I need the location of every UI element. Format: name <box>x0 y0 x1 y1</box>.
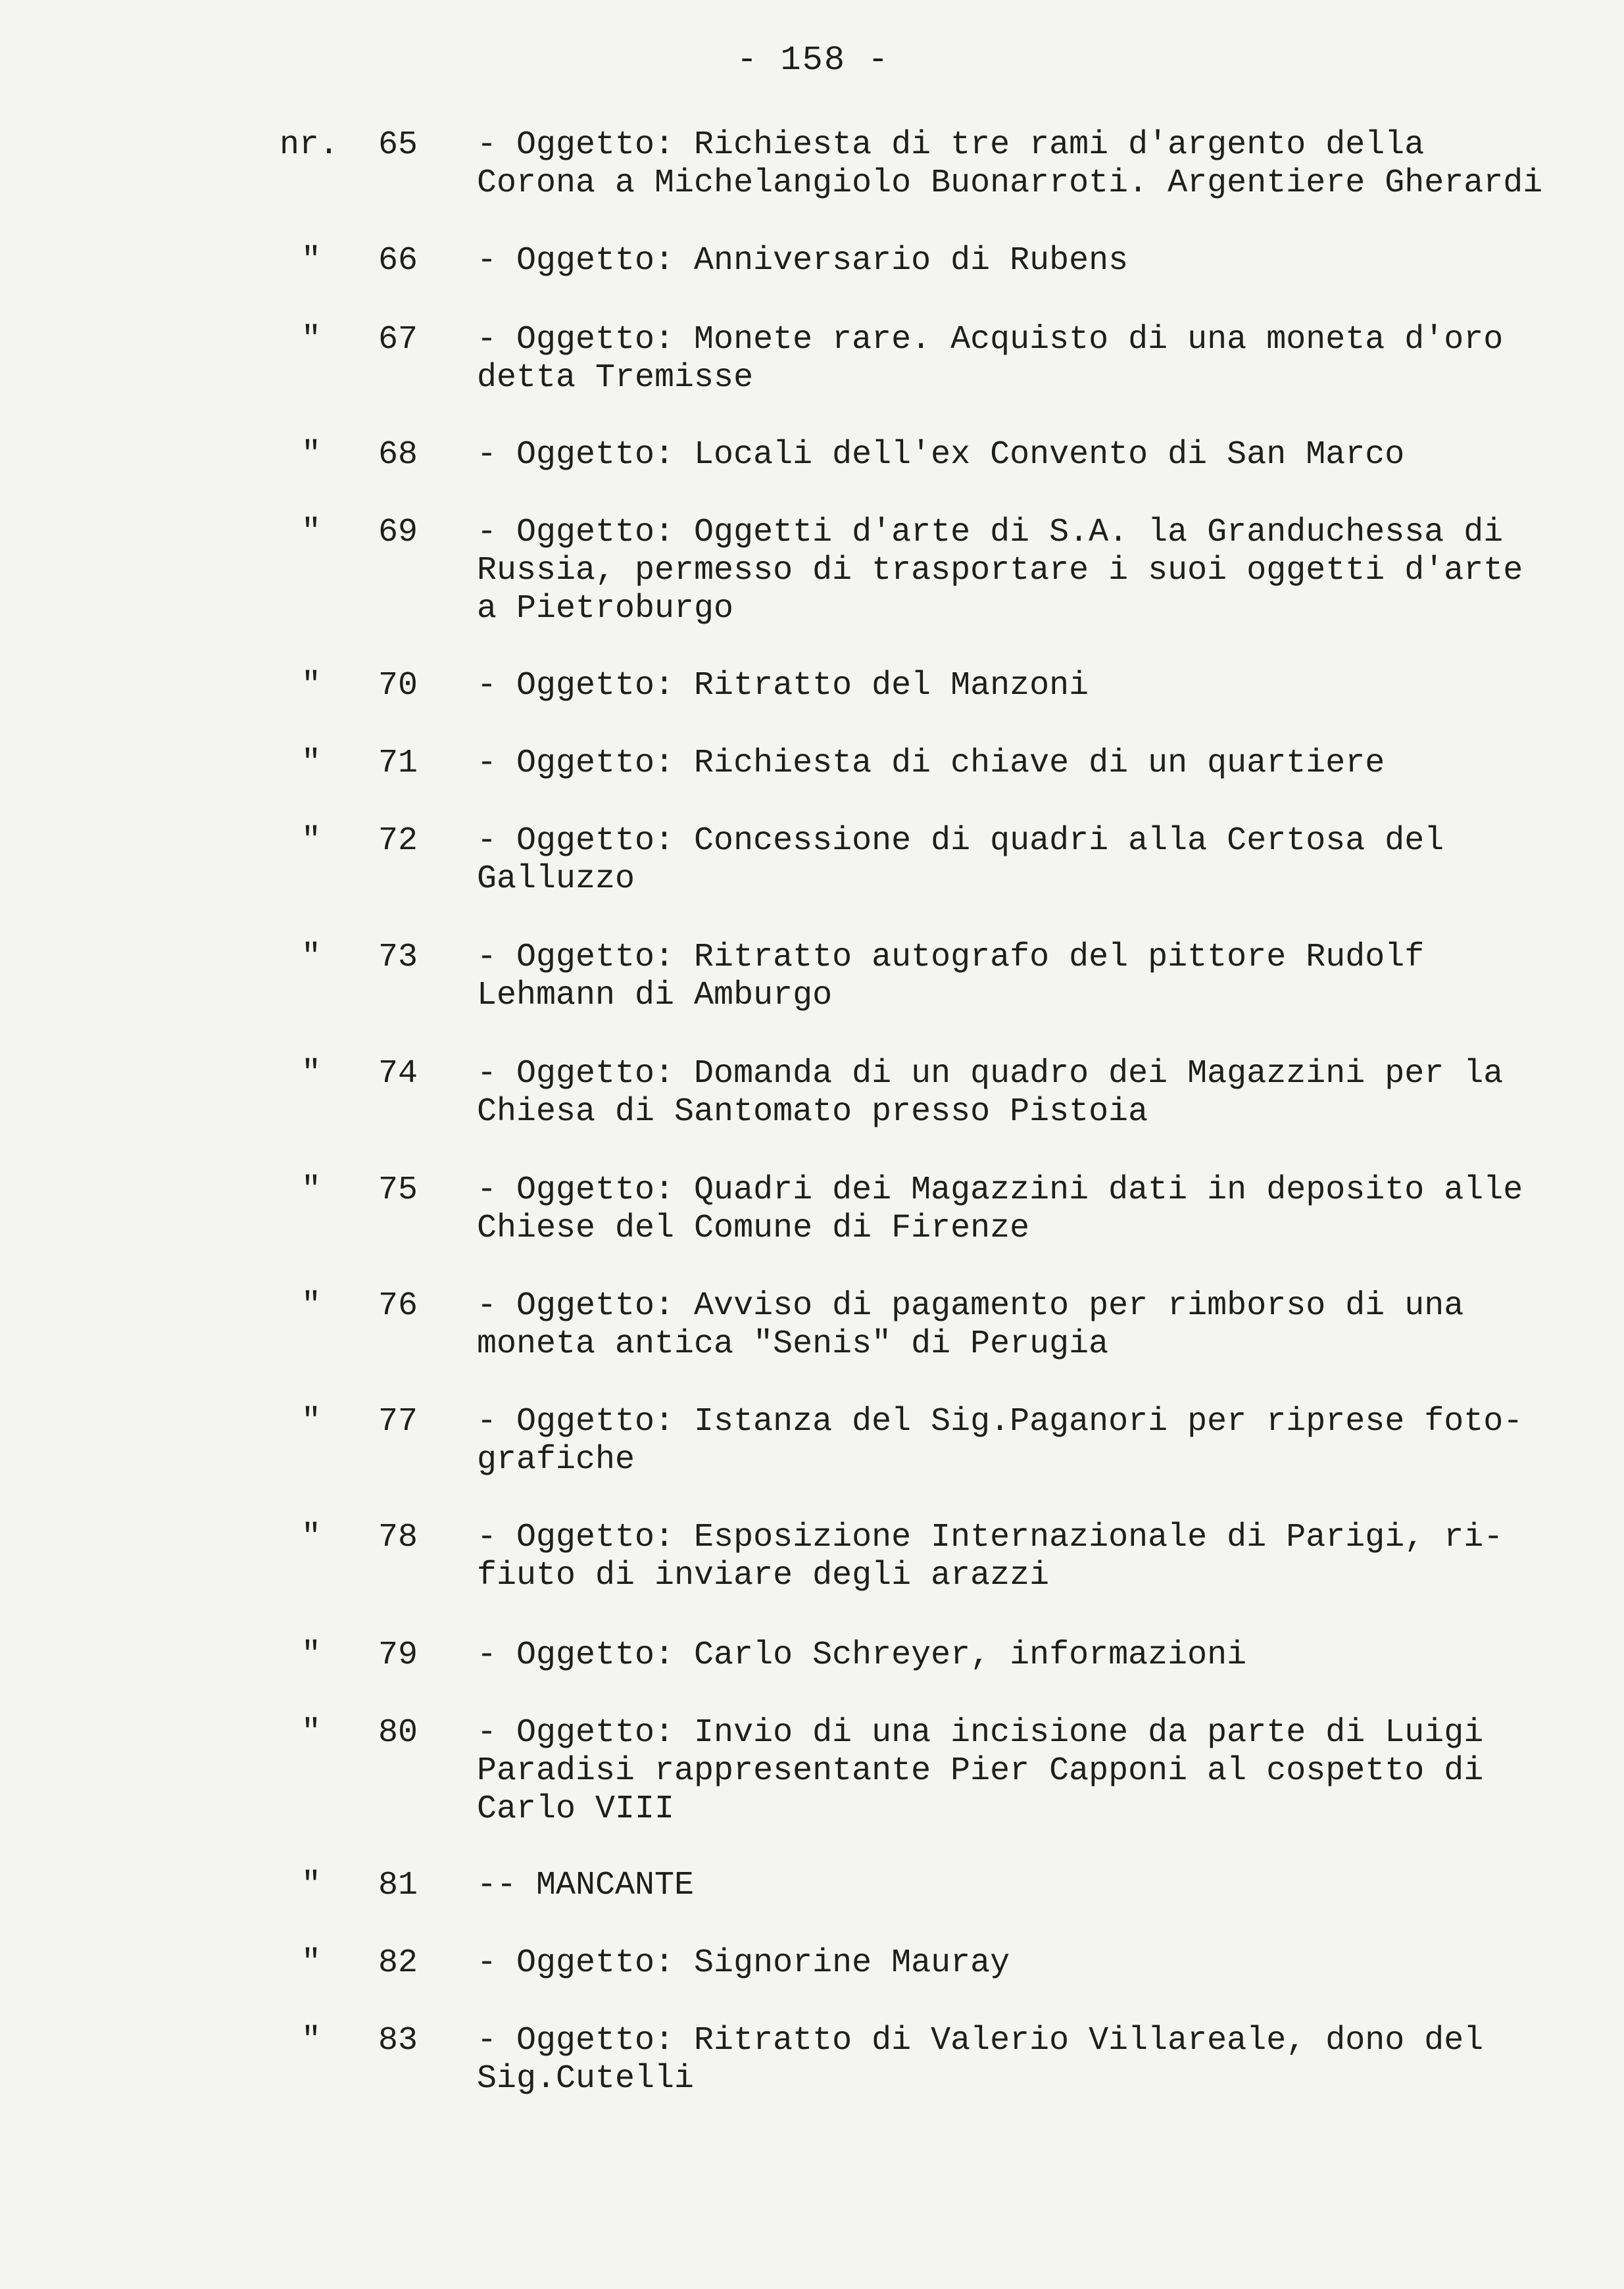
entry-number: 77 <box>378 1403 418 1440</box>
entry-prefix: " <box>301 822 322 860</box>
entry-number: 82 <box>378 1944 418 1982</box>
entry-text <box>477 939 1424 1015</box>
entry-line: fiuto di inviare degli arazzi <box>477 1557 1050 1594</box>
entry-line: - Oggetto: Quadri dei Magazzini dati in deposito alle <box>477 1171 1523 1209</box>
entry-line: Russia, permesso di trasportare i suoi oggetti d'arte <box>477 552 1523 589</box>
entry-prefix: nr. <box>280 126 339 164</box>
entry-line: - Oggetto: Istanza del Sig.Paganori per riprese foto- <box>477 1403 1523 1440</box>
entry-number: 70 <box>378 667 418 704</box>
entry-number: 79 <box>378 1637 418 1674</box>
entry-line: - Oggetto: Richiesta di tre rami d'argento della <box>477 126 1425 164</box>
entry-line: Sig.Cutelli <box>477 2060 695 2098</box>
entry-line: moneta antica "Senis" di Perugia <box>477 1325 1109 1363</box>
entry-prefix: " <box>301 436 322 474</box>
entry-prefix: " <box>301 2022 322 2059</box>
entry-text <box>477 1637 1246 1675</box>
entry-number: 67 <box>378 321 418 358</box>
entry-prefix: " <box>301 1171 322 1209</box>
entry-prefix: " <box>301 1519 322 1556</box>
entry-text <box>477 822 1444 898</box>
entry-line: - Oggetto: Ritratto autografo del pittore Rudolf <box>477 939 1425 976</box>
entry-line: Galluzzo <box>477 860 635 898</box>
entry-line: Lehmann di Amburgo <box>477 977 833 1014</box>
entry-text <box>477 436 1404 474</box>
entry-text <box>477 126 1542 203</box>
entry-text <box>477 667 1089 705</box>
entry-line: Corona a Michelangiolo Buonarroti. Argentiere Gherardi <box>477 164 1543 202</box>
entry-number: 69 <box>378 514 418 551</box>
entry-prefix: " <box>301 745 322 782</box>
entry-text <box>477 745 1385 783</box>
entry-prefix: " <box>301 1944 322 1982</box>
entry-prefix: " <box>301 242 322 280</box>
entry-line: - Oggetto: Esposizione Internazionale di Parigi, ri- <box>477 1519 1504 1556</box>
entry-number: 83 <box>378 2022 418 2059</box>
entry-line: detta Tremisse <box>477 359 754 397</box>
entry-text <box>477 1403 1523 1479</box>
entry-number: 66 <box>378 242 418 280</box>
entry-prefix: " <box>301 1055 322 1093</box>
entry-number: 81 <box>378 1867 418 1904</box>
entry-text <box>477 1287 1464 1364</box>
entry-text <box>477 321 1503 397</box>
entry-number: 73 <box>378 939 418 976</box>
entry-number: 78 <box>378 1519 418 1556</box>
entry-prefix: " <box>301 514 322 551</box>
entry-line: - Oggetto: Avviso di pagamento per rimborso di una <box>477 1287 1464 1325</box>
entry-text <box>477 1944 1010 1982</box>
entry-text <box>477 1519 1503 1595</box>
entry-prefix: " <box>301 1637 322 1674</box>
entry-line: Carlo VIII <box>477 1790 675 1828</box>
entry-line: -- MANCANTE <box>477 1867 695 1904</box>
entry-number: 71 <box>378 745 418 782</box>
entry-line: - Oggetto: Invio di una incisione da parte di Luigi <box>477 1714 1484 1752</box>
entry-line: a Pietroburgo <box>477 590 734 628</box>
entry-line: - Oggetto: Richiesta di chiave di un quartiere <box>477 745 1385 782</box>
entry-line: - Oggetto: Signorine Mauray <box>477 1944 1010 1982</box>
entry-number: 75 <box>378 1171 418 1209</box>
entry-prefix: " <box>301 321 322 358</box>
page-number: - 158 - <box>737 41 890 80</box>
entry-prefix: " <box>301 1403 322 1440</box>
entry-prefix: " <box>301 1867 322 1904</box>
entry-line: - Oggetto: Concessione di quadri alla Certosa del <box>477 822 1444 860</box>
entry-line: grafiche <box>477 1441 635 1479</box>
entry-number: 76 <box>378 1287 418 1325</box>
entry-number: 74 <box>378 1055 418 1093</box>
entry-text <box>477 2022 1483 2098</box>
entry-number: 68 <box>378 436 418 474</box>
entry-line: - Oggetto: Monete rare. Acquisto di una moneta d'oro <box>477 321 1504 358</box>
entry-text <box>477 1171 1523 1248</box>
entry-number: 65 <box>378 126 418 164</box>
entry-line: - Oggetto: Ritratto del Manzoni <box>477 667 1089 704</box>
entry-line: - Oggetto: Ritratto di Valerio Villareale, dono del <box>477 2022 1484 2059</box>
entry-line: Chiesa di Santomato presso Pistoia <box>477 1093 1148 1131</box>
entry-line: - Oggetto: Carlo Schreyer, informazioni <box>477 1637 1247 1674</box>
entry-text <box>477 1714 1483 1829</box>
entry-number: 80 <box>378 1714 418 1752</box>
entry-text <box>477 514 1523 628</box>
entry-prefix: " <box>301 1287 322 1325</box>
entry-prefix: " <box>301 1714 322 1752</box>
entry-prefix: " <box>301 667 322 704</box>
entry-number: 72 <box>378 822 418 860</box>
entry-text <box>477 242 1128 280</box>
entry-line: - Oggetto: Anniversario di Rubens <box>477 242 1129 280</box>
entry-prefix: " <box>301 939 322 976</box>
entry-line: Paradisi rappresentante Pier Capponi al cospetto di <box>477 1752 1484 1790</box>
entry-text <box>477 1055 1503 1131</box>
entry-line: - Oggetto: Locali dell'ex Convento di San Marco <box>477 436 1405 474</box>
entry-line: - Oggetto: Domanda di un quadro dei Magazzini per la <box>477 1055 1504 1093</box>
entry-text <box>477 1867 694 1905</box>
entry-line: Chiese del Comune di Firenze <box>477 1210 1030 1247</box>
entry-line: - Oggetto: Oggetti d'arte di S.A. la Granduchessa di <box>477 514 1504 551</box>
